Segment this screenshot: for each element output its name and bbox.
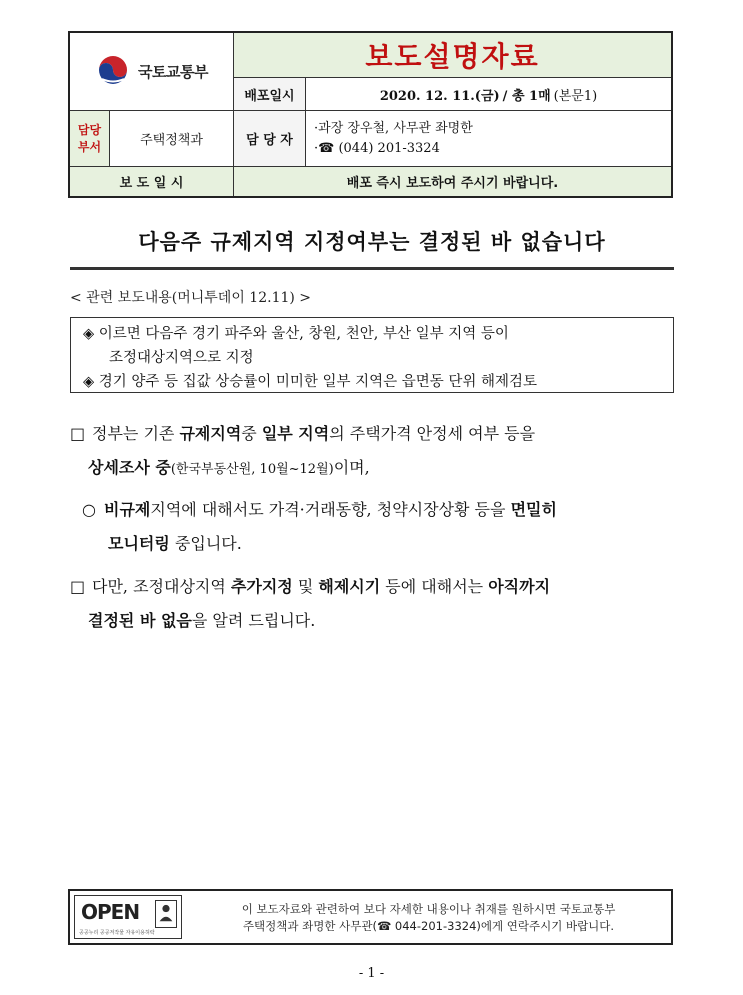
distribution-note: (본문1) bbox=[553, 88, 598, 104]
press-time-label: 보 도 일 시 bbox=[70, 167, 234, 196]
open-label: OPEN bbox=[81, 900, 140, 924]
ministry-logo-cell bbox=[70, 33, 234, 111]
license-person-icon bbox=[155, 900, 177, 928]
headline-rule bbox=[70, 267, 674, 270]
body-paragraph-1: □ 정부는 기존 규제지역중 일부 지역의 주택가격 안정세 여부 등을 상세조사 중(한국부동산원, 10월~12월)이며, bbox=[70, 417, 674, 487]
doc-type-cell bbox=[234, 33, 671, 78]
dept-value: 주택정책과 bbox=[110, 111, 234, 167]
contact-footer-box bbox=[68, 889, 673, 945]
doc-type-title: 보도설명자료 bbox=[365, 40, 540, 73]
contact-label: 담 당 자 bbox=[234, 111, 306, 167]
ministry-logo-text: 국토교통부 bbox=[138, 63, 208, 81]
footer-contact-text: 이 보도자료와 관련하여 보다 자세한 내용이나 취재를 원하시면 국토교통부 주택정책과 좌명한 사무관(☎ 044-201-3324)에게 연락주시기 바랍니다. bbox=[241, 902, 616, 933]
distribution-date: 2020. 12. 11.(금) bbox=[379, 88, 500, 104]
dept-label: 담당 부서 bbox=[70, 111, 110, 167]
distribution-label: 배포일시 bbox=[234, 78, 306, 111]
ministry-emblem-icon bbox=[96, 53, 130, 87]
related-report-label: < 관련 보도내용(머니투데이 12.11) > bbox=[70, 290, 312, 306]
square-bullet-icon: □ bbox=[70, 424, 86, 443]
square-bullet-icon: □ bbox=[70, 577, 86, 596]
headline: 다음주 규제지역 지정여부는 결정된 바 없습니다 bbox=[138, 230, 606, 254]
open-license-subtext: 공공누리 공공저작물 자유이용허락 bbox=[79, 930, 155, 936]
contact-phone: ·☎ (044) 201-3324 bbox=[314, 141, 440, 156]
summary-line: ◈ 이르면 다음주 경기 파주와 울산, 창원, 천안, 부산 일부 지역 등이 bbox=[83, 326, 509, 342]
press-time-value: 배포 즉시 보도하여 주시기 바랍니다. bbox=[234, 167, 671, 196]
contact-person: ·과장 장우철, 사무관 좌명한 bbox=[314, 121, 473, 136]
page-number: - 1 - bbox=[358, 966, 385, 981]
summary-line: 조정대상지역으로 지정 bbox=[109, 350, 254, 366]
contact-value bbox=[306, 111, 671, 167]
distribution-pages: / 총 1매 bbox=[502, 88, 551, 104]
body-paragraph-2: ○ 비규제지역에 대해서도 가격·거래동향, 청약시장상황 등을 면밀히 모니터링 중입니다. bbox=[82, 493, 674, 561]
press-release-header bbox=[68, 31, 673, 198]
summary-line: ◈ 경기 양주 등 집값 상승률이 미미한 일부 지역은 읍면동 단위 해제검토 bbox=[83, 374, 538, 390]
circle-bullet-icon: ○ bbox=[82, 500, 96, 519]
body-paragraph-3: □ 다만, 조정대상지역 추가지정 및 해제시기 등에 대해서는 아직까지 결정된 바 없음을 알려 드립니다. bbox=[70, 570, 674, 638]
summary-box bbox=[70, 317, 674, 393]
distribution-value bbox=[306, 78, 671, 111]
open-license-badge bbox=[74, 895, 182, 939]
